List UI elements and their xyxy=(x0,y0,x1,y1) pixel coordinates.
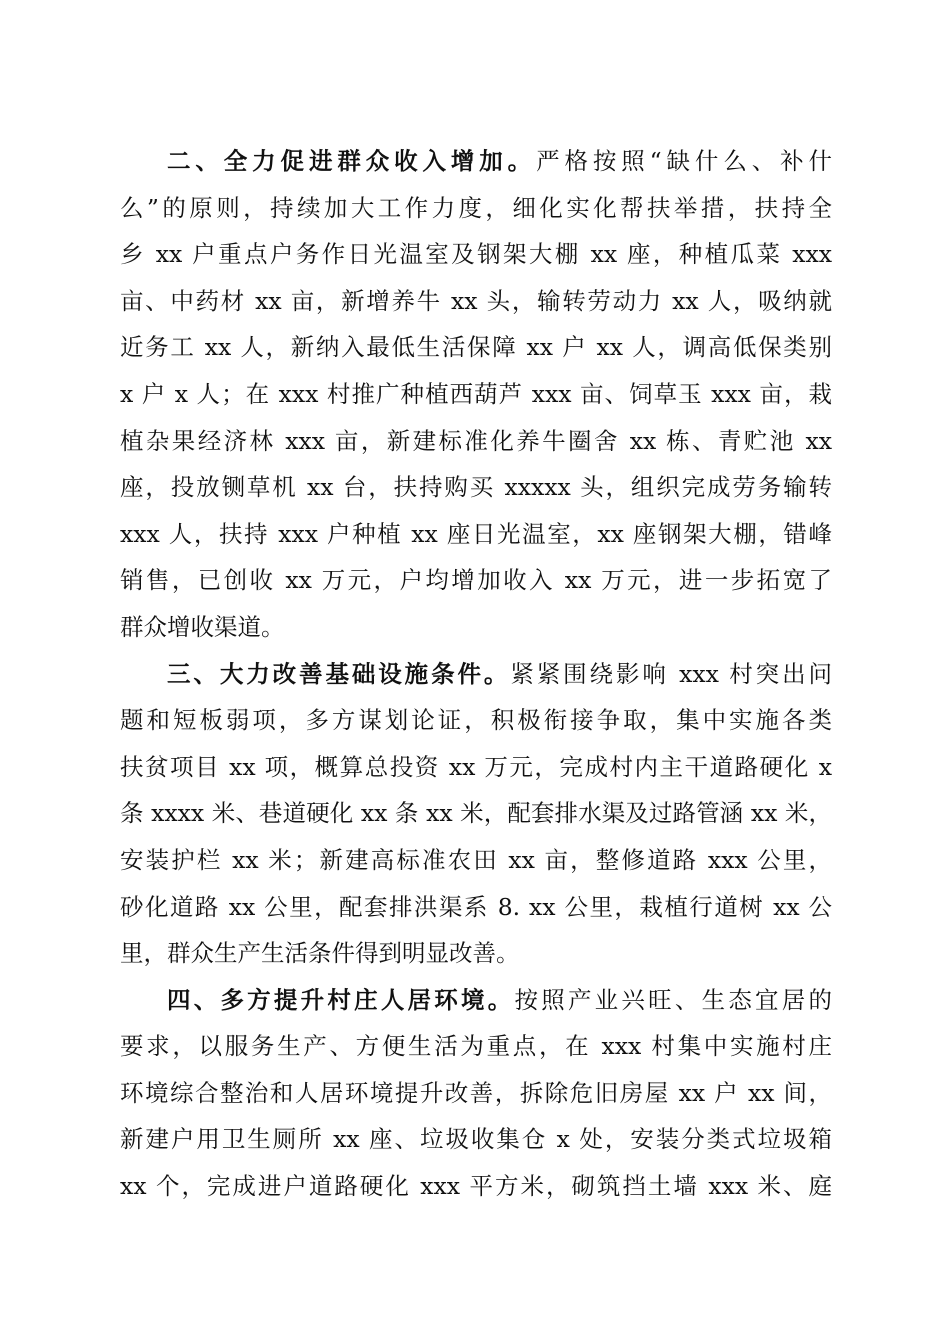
paragraph-line: 砂化道路 xx 公里，配套排洪渠系 8. xx 公里，栽植行道树 xx 公 xyxy=(120,892,832,921)
paragraph-heading: 二、全力促进群众收入增加。 xyxy=(167,147,537,175)
paragraph-line: 乡 xx 户重点户务作日光温室及钢架大棚 xx 座，种植瓜菜 xxx xyxy=(120,240,832,269)
paragraph-line: 环境综合整治和人居环境提升改善，拆除危旧房屋 xx 户 xx 间， xyxy=(120,1078,832,1107)
paragraph-line: 扶贫项目 xx 项，概算总投资 xx 万元，完成村内主干道路硬化 x xyxy=(120,752,832,781)
paragraph-text: 严格按照“缺什么、补什 xyxy=(536,147,832,175)
paragraph-infrastructure xyxy=(120,651,832,977)
paragraph-line: x 户 x 人；在 xxx 村推广种植西葫芦 xxx 亩、饲草玉 xxx 亩，栽 xyxy=(120,379,832,408)
paragraph-line: 亩、中药材 xx 亩，新增养牛 xx 头，输转劳动力 xx 人，吸纳就 xyxy=(120,286,832,315)
paragraph-line: 里，群众生产生活条件得到明显改善。 xyxy=(120,939,520,968)
paragraph-first-line xyxy=(120,977,832,1024)
paragraph-text: 按照产业兴旺、生态宜居的 xyxy=(514,985,833,1014)
paragraph-line: 条 xxxx 米、巷道硬化 xx 条 xx 米，配套排水渠及过路管涵 xx 米， xyxy=(120,799,832,828)
paragraph-text: 紧紧围绕影响 xxx 村突出问 xyxy=(510,659,833,688)
paragraph-first-line xyxy=(120,651,832,698)
paragraph-line: 要求，以服务生产、方便生活为重点，在 xxx 村集中实施村庄 xyxy=(120,1032,832,1061)
paragraph-line: 群众增收渠道。 xyxy=(120,612,285,641)
paragraph-heading: 四、多方提升村庄人居环境。 xyxy=(167,985,515,1014)
paragraph-line: 新建户用卫生厕所 xx 座、垃圾收集仓 x 处，安装分类式垃圾箱 xyxy=(120,1125,832,1154)
paragraph-line: 题和短板弱项，多方谋划论证，积极衔接争取，集中实施各类 xyxy=(120,706,832,735)
paragraph-line: xx 个，完成进户道路硬化 xxx 平方米，砌筑挡土墙 xxx 米、庭 xyxy=(120,1172,832,1201)
document-body xyxy=(120,138,832,1210)
paragraph-line: 安装护栏 xx 米；新建高标准农田 xx 亩，整修道路 xxx 公里， xyxy=(120,845,832,874)
paragraph-line: 销售，已创收 xx 万元，户均增加收入 xx 万元，进一步拓宽了 xyxy=(120,566,832,595)
paragraph-line: 座，投放铡草机 xx 台，扶持购买 xxxxx 头，组织完成劳务输转 xyxy=(120,473,832,502)
paragraph-heading: 三、大力改善基础设施条件。 xyxy=(167,659,511,688)
paragraph-income xyxy=(120,138,832,651)
paragraph-line: 近务工 xx 人，新纳入最低生活保障 xx 户 xx 人，调高低保类别 xyxy=(120,333,832,362)
paragraph-first-line xyxy=(120,138,832,185)
paragraph-line: xxx 人，扶持 xxx 户种植 xx 座日光温室，xx 座钢架大棚，错峰 xyxy=(120,519,832,548)
paragraph-line: 植杂果经济林 xxx 亩，新建标准化养牛圈舍 xx 栋、青贮池 xx xyxy=(120,426,832,455)
paragraph-environment xyxy=(120,977,832,1210)
paragraph-line: 么”的原则，持续加大工作力度，细化实化帮扶举措，扶持全 xyxy=(120,193,832,222)
